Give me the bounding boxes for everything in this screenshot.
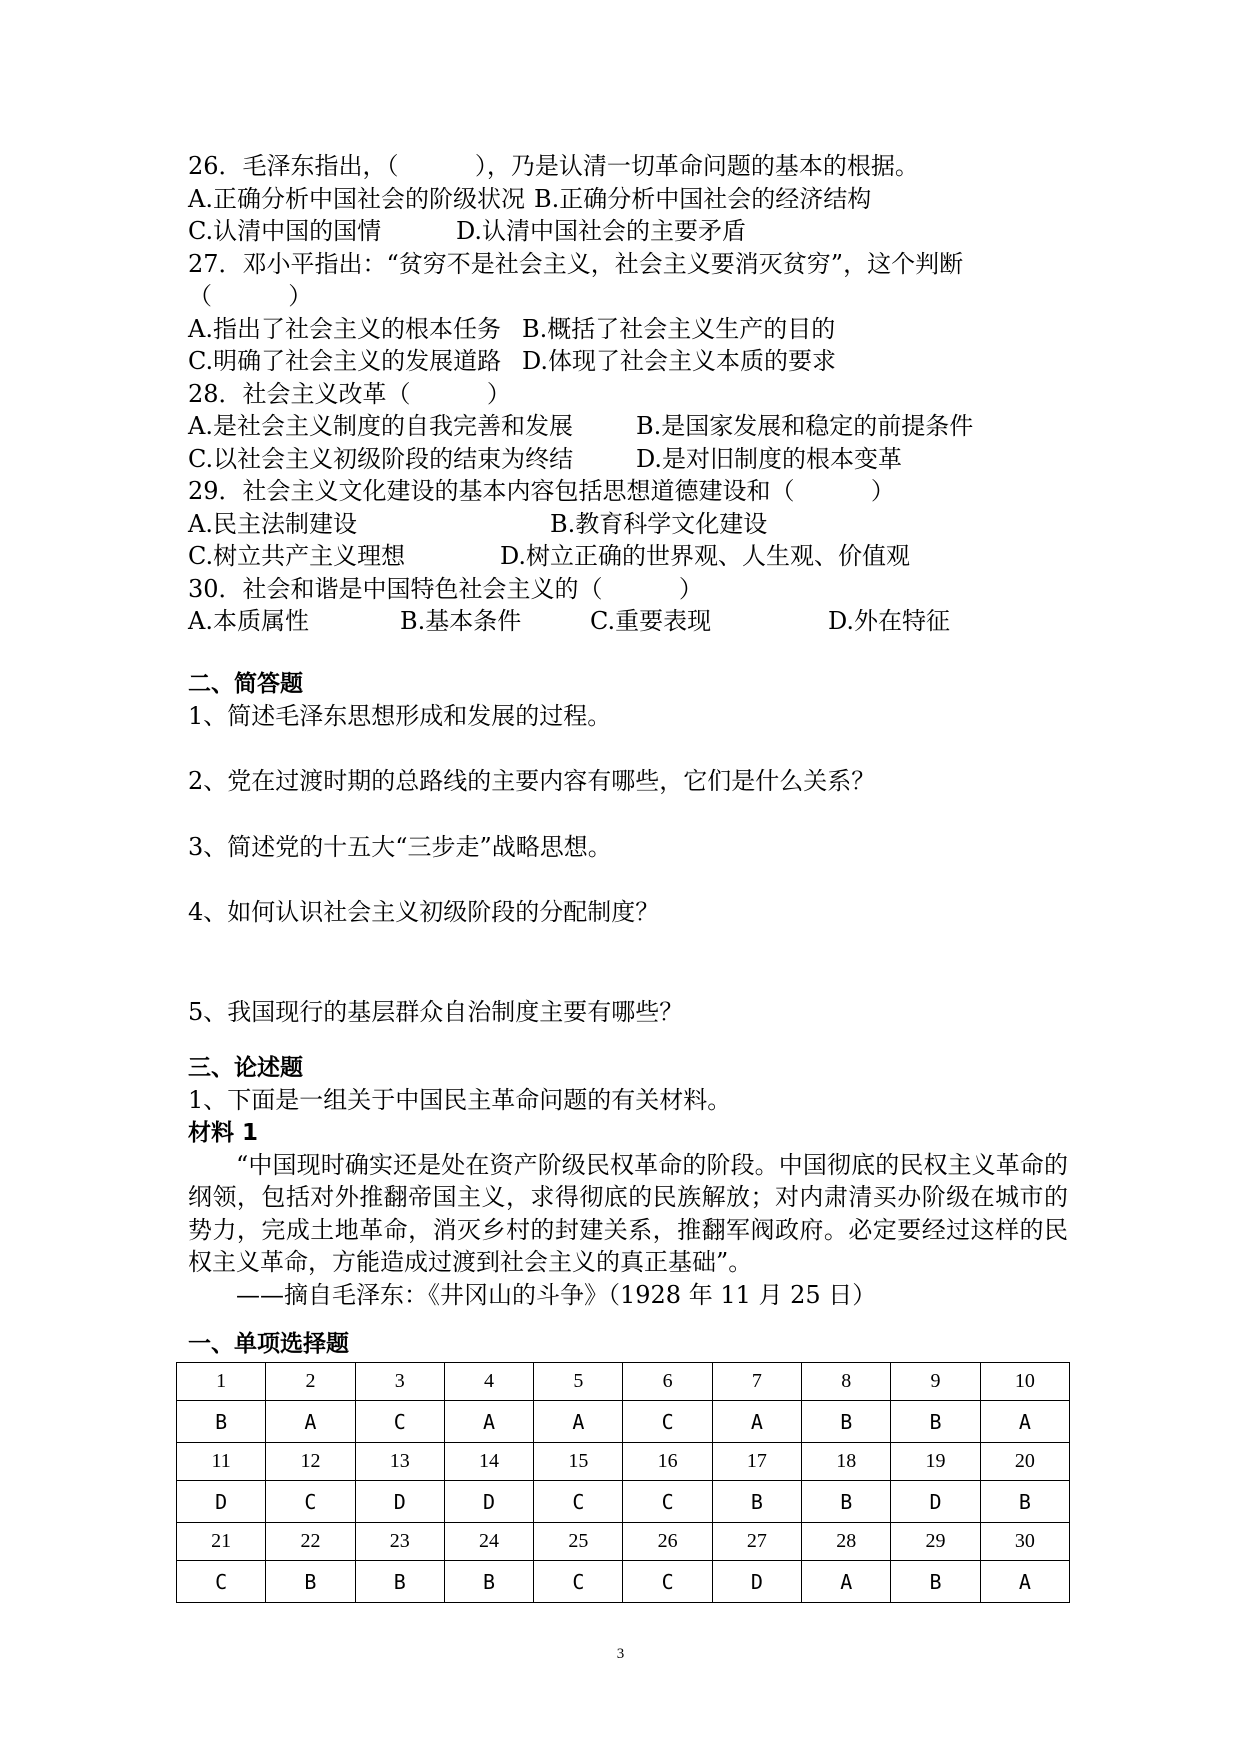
- answer-number-cell: 29: [891, 1523, 980, 1561]
- option-d: D.外在特征: [828, 607, 951, 635]
- answer-letter-cell: D: [177, 1481, 266, 1523]
- answer-number-cell: 28: [802, 1523, 891, 1561]
- answer-number-cell: 8: [802, 1363, 891, 1401]
- answer-number-cell: 5: [534, 1363, 623, 1401]
- option-c: C.树立共产主义理想: [188, 542, 406, 570]
- answer-letter-cell: C: [623, 1481, 712, 1523]
- section-heading-short-answer: 二、简答题: [188, 670, 303, 697]
- answer-letter-cell: C: [355, 1401, 444, 1443]
- option-b: B.是国家发展和稳定的前提条件: [636, 412, 974, 440]
- answer-letter-cell: A: [266, 1401, 355, 1443]
- question-28: 28．社会主义改革（ ）: [188, 379, 511, 408]
- options-row: [188, 313, 1068, 346]
- answer-number-cell: 1: [177, 1363, 266, 1401]
- answer-letter-cell: A: [980, 1401, 1069, 1443]
- short-answer-item: 1、简述毛泽东思想形成和发展的过程。: [188, 701, 612, 730]
- options-row: [188, 605, 1068, 638]
- question-30: 30．社会和谐是中国特色社会主义的（ ）: [188, 574, 703, 603]
- question-29: 29．社会主义文化建设的基本内容包括思想道德建设和（ ）: [188, 477, 895, 505]
- answer-letter-cell: C: [623, 1561, 712, 1603]
- answer-letter-cell: D: [891, 1481, 980, 1523]
- options-row: [188, 345, 1068, 378]
- answer-number-cell: 27: [712, 1523, 801, 1561]
- document-body: [188, 150, 1068, 1311]
- answer-number-cell: 17: [712, 1443, 801, 1481]
- answer-letter-cell: D: [712, 1561, 801, 1603]
- answer-letter-cell: C: [266, 1481, 355, 1523]
- option-c: C.重要表现: [590, 607, 712, 635]
- answer-letter-cell: B: [891, 1401, 980, 1443]
- answer-number-row: [177, 1363, 1070, 1401]
- material-quote: “中国现时确实还是处在资产阶级民权革命的阶段。中国彻底的民权主义革命的纲领，包括对外推翻帝国主义，求得彻底的民族解放；对内肃清买办阶级在城市的势力，完成土地革命，消灭乡村的封建关系，推翻军阀政府。必定要经过这样的民权主义革命，方能造成过渡到社会主义的真正基础”。: [188, 1150, 1068, 1276]
- options-row: [188, 215, 1068, 248]
- answer-letter-cell: B: [712, 1481, 801, 1523]
- answer-letter-row: [177, 1561, 1070, 1603]
- answer-letter-cell: B: [355, 1561, 444, 1603]
- answer-number-cell: 10: [980, 1363, 1069, 1401]
- short-answer-item: 2、党在过渡时期的总路线的主要内容有哪些，它们是什么关系？: [188, 767, 876, 795]
- answer-number-cell: 12: [266, 1443, 355, 1481]
- material-title: 材料 1: [188, 1119, 259, 1146]
- option-c: C.以社会主义初级阶段的结束为终结: [188, 444, 574, 473]
- answer-letter-cell: B: [444, 1561, 533, 1603]
- answer-letter-cell: B: [177, 1401, 266, 1443]
- answer-number-cell: 26: [623, 1523, 712, 1561]
- answer-letter-cell: C: [534, 1561, 623, 1603]
- answer-number-cell: 4: [444, 1363, 533, 1401]
- answer-number-cell: 18: [802, 1443, 891, 1481]
- answer-number-cell: 25: [534, 1523, 623, 1561]
- short-answer-item: 5、我国现行的基层群众自治制度主要有哪些？: [188, 997, 684, 1026]
- essay-intro: 1、下面是一组关于中国民主革命问题的有关材料。: [188, 1086, 732, 1114]
- answer-key-title: 一、单项选择题: [188, 1331, 349, 1357]
- answer-letter-cell: B: [980, 1481, 1069, 1523]
- page-number: 3: [616, 1646, 625, 1662]
- answer-number-row: [177, 1523, 1070, 1561]
- options-row: [188, 540, 1068, 573]
- answer-number-cell: 16: [623, 1443, 712, 1481]
- answer-letter-cell: B: [891, 1561, 980, 1603]
- answer-letter-cell: A: [712, 1401, 801, 1443]
- answer-letter-cell: A: [980, 1561, 1069, 1603]
- answer-number-cell: 6: [623, 1363, 712, 1401]
- short-answer-item: 3、简述党的十五大“三步走”战略思想。: [188, 832, 612, 861]
- answer-number-cell: 14: [444, 1443, 533, 1481]
- answer-letter-cell: B: [802, 1401, 891, 1443]
- option-a: A.正确分析中国社会的阶级状况: [188, 184, 525, 213]
- answer-key-table: [176, 1362, 1070, 1603]
- answer-letter-cell: A: [534, 1401, 623, 1443]
- answer-letter-cell: D: [355, 1481, 444, 1523]
- option-c: C.认清中国的国情: [188, 217, 382, 245]
- answer-number-cell: 23: [355, 1523, 444, 1561]
- answer-letter-cell: C: [623, 1401, 712, 1443]
- question-27: 27．邓小平指出：“贫穷不是社会主义，社会主义要消灭贫穷”，这个判断: [188, 249, 964, 278]
- options-row: [188, 183, 1068, 216]
- short-answer-item: 4、如何认识社会主义初级阶段的分配制度？: [188, 898, 660, 926]
- answer-number-cell: 22: [266, 1523, 355, 1561]
- options-row: [188, 410, 1068, 443]
- option-b: B.教育科学文化建设: [550, 509, 768, 538]
- option-d: D.树立正确的世界观、人生观、价值观: [500, 542, 911, 570]
- section-heading-essay: 三、论述题: [188, 1055, 303, 1081]
- option-a: A.指出了社会主义的根本任务: [188, 314, 501, 343]
- answer-letter-row: [177, 1481, 1070, 1523]
- answer-number-cell: 3: [355, 1363, 444, 1401]
- answer-number-cell: 9: [891, 1363, 980, 1401]
- answer-letter-cell: B: [802, 1481, 891, 1523]
- answer-number-cell: 24: [444, 1523, 533, 1561]
- answer-number-cell: 15: [534, 1443, 623, 1481]
- answer-number-cell: 19: [891, 1443, 980, 1481]
- answer-letter-cell: B: [266, 1561, 355, 1603]
- option-a: A.民主法制建设: [188, 509, 357, 538]
- option-a: A.是社会主义制度的自我完善和发展: [188, 412, 573, 440]
- option-d: D.是对旧制度的根本变革: [636, 444, 903, 473]
- answer-number-cell: 7: [712, 1363, 801, 1401]
- answer-number-cell: 20: [980, 1443, 1069, 1481]
- options-row: [188, 508, 1068, 541]
- answer-letter-cell: A: [802, 1561, 891, 1603]
- material-source: ——摘自毛泽东：《井冈山的斗争》（1928 年 11 月 25 日）: [236, 1280, 877, 1309]
- question-27-blank: （ ）: [188, 282, 313, 310]
- option-a: A.本质属性: [188, 607, 309, 635]
- option-d: D.认清中国社会的主要矛盾: [456, 217, 747, 245]
- option-b: B.概括了社会主义生产的目的: [522, 314, 836, 343]
- answer-number-row: [177, 1443, 1070, 1481]
- answer-number-cell: 11: [177, 1443, 266, 1481]
- option-c: C.明确了社会主义的发展道路: [188, 347, 502, 375]
- question-26: 26．毛泽东指出，（ ），乃是认清一切革命问题的基本的根据。: [188, 152, 919, 180]
- option-d: D.体现了社会主义本质的要求: [522, 347, 837, 375]
- answer-number-cell: 21: [177, 1523, 266, 1561]
- answer-letter-cell: C: [534, 1481, 623, 1523]
- options-row: [188, 443, 1068, 476]
- option-b: B.基本条件: [400, 607, 522, 635]
- answer-number-cell: 30: [980, 1523, 1069, 1561]
- answer-letter-cell: A: [444, 1401, 533, 1443]
- option-b: B.正确分析中国社会的经济结构: [534, 184, 872, 213]
- answer-letter-cell: D: [444, 1481, 533, 1523]
- answer-number-cell: 2: [266, 1363, 355, 1401]
- answer-letter-cell: C: [177, 1561, 266, 1603]
- answer-number-cell: 13: [355, 1443, 444, 1481]
- answer-letter-row: [177, 1401, 1070, 1443]
